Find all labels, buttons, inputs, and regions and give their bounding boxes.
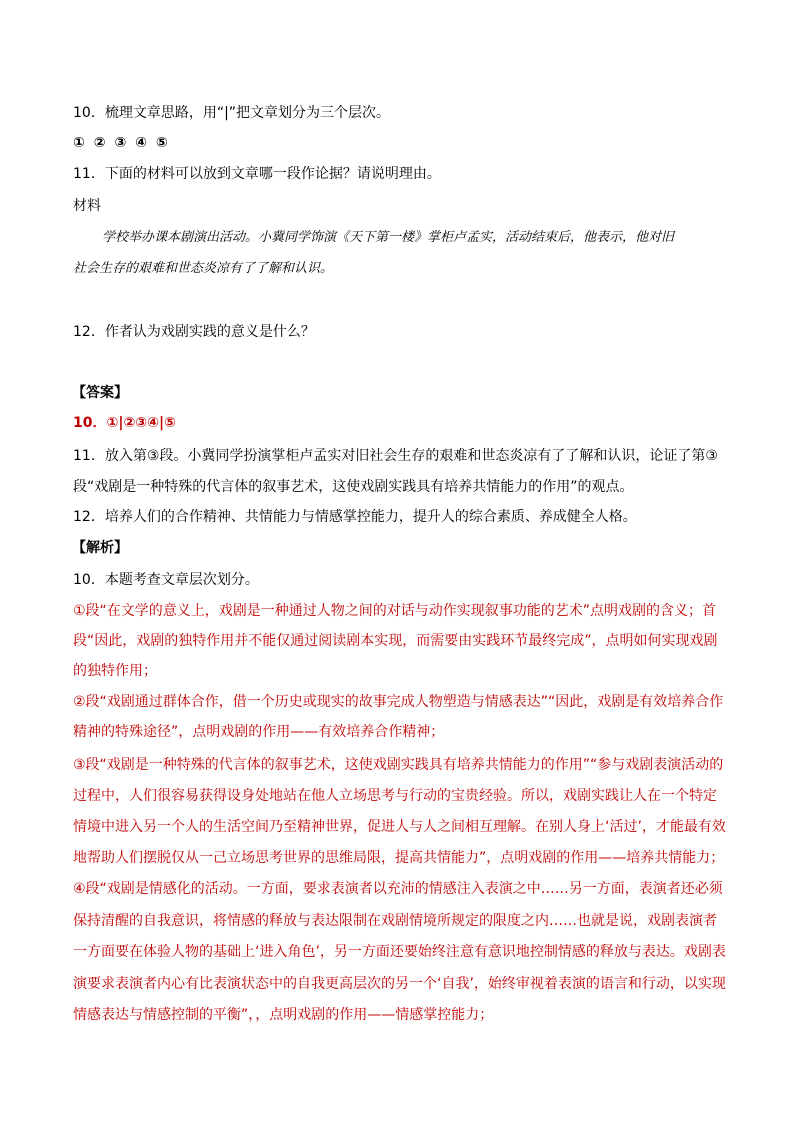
analysis-p1-line-2: 段“因此，戏剧的独特作用并不能仅通过阅读剧本实现，而需要由实践环节最终完成”，点明如何实现戏剧 [73,633,718,649]
question-10: 10．梳理文章思路，用“|”把文章划分为三个层次。 [73,105,391,121]
analysis-p3-line-3: 情境中进入另一个人的生活空间乃至精神世界，促进人与人之间相互理解。在别人身上‘活过’，才能最有效 [73,819,726,835]
material-text-line-2: 社会生存的艰难和世态炎凉有了了解和认识。 [73,261,334,276]
material-label: 材料 [73,198,101,214]
analysis-p4-line-1: ④段“戏剧是情感化的活动。一方面，要求表演者以充沛的情感注入表演之中……另一方面，表演者还必须 [73,881,723,897]
analysis-p4-line-2: 保持清醒的自我意识，将情感的释放与表达限制在戏剧情境所规定的限度之内……也就是说，戏剧表演者 [73,913,717,929]
analysis-intro: 10．本题考查文章层次划分。 [73,572,259,588]
question-12: 12．作者认为戏剧实践的意义是什么？ [73,324,315,340]
analysis-p2-line-2: 精神的特殊途径”，点明戏剧的作用——有效培养合作精神； [73,724,445,740]
analysis-p2-line-1: ②段“戏剧通过群体合作，借一个历史或现实的故事完成人物塑造与情感表达”“因此，戏剧是有效培养合作 [73,694,724,710]
material-text-line-1: 学校举办课本剧演出活动。小冀同学饰演《天下第一楼》掌柜卢孟实，活动结束后，他表示，他对旧 [102,230,675,245]
analysis-p4-line-3: 一方面要在体验人物的基础上‘进入角色’，另一方面还要始终注意有意识地控制情感的释放与表达。戏剧表 [73,944,726,960]
analysis-p4-line-5: 情感表达与情感控制的平衡”，，点明戏剧的作用——情感掌控能力； [73,1007,494,1023]
analysis-heading: 【解析】 [72,540,128,556]
analysis-p3-line-1: ③段“戏剧是一种特殊的代言体的叙事艺术，这使戏剧实践具有培养共情能力的作用”“参与戏剧表演活动的 [73,757,724,773]
answer-11-line-1: 11．放入第③段。小冀同学扮演掌柜卢孟实对旧社会生存的艰难和世态炎凉有了了解和认识，论证了第③ [73,448,718,464]
analysis-p3-line-4: 地帮助人们摆脱仅从一己立场思考世界的思维局限，提高共情能力”，点明戏剧的作用——培养共情能力； [73,850,725,866]
analysis-p3-line-2: 过程中，人们很容易获得设身处地站在他人立场思考与行动的宝贵经验。所以，戏剧实践让人在一个特定 [73,788,717,804]
answer-12: 12．培养人们的合作精神、共情能力与情感掌控能力，提升人的综合素质、养成健全人格。 [73,509,637,525]
analysis-p4-line-4: 演要求表演者内心有比表演状态中的自我更高层次的另一个‘自我’，始终审视着表演的语言和行动，以实现 [73,976,726,992]
answer-10: 10．①|②③④|⑤ [73,415,176,431]
analysis-p1-line-3: 的独特作用； [73,663,157,679]
question-10-paragraph-marks: ① ② ③ ④ ⑤ [73,135,170,151]
answer-11-line-2: 段“戏剧是一种特殊的代言体的叙事艺术，这使戏剧实践具有培养共情能力的作用”的观点。 [73,479,634,495]
answer-heading: 【答案】 [72,385,128,401]
analysis-p1-line-1: ①段“在文学的意义上，戏剧是一种通过人物之间的对话与动作实现叙事功能的艺术”点明戏剧的含义；首 [73,603,717,619]
question-11: 11．下面的材料可以放到文章哪一段作论据？请说明理由。 [73,166,441,182]
